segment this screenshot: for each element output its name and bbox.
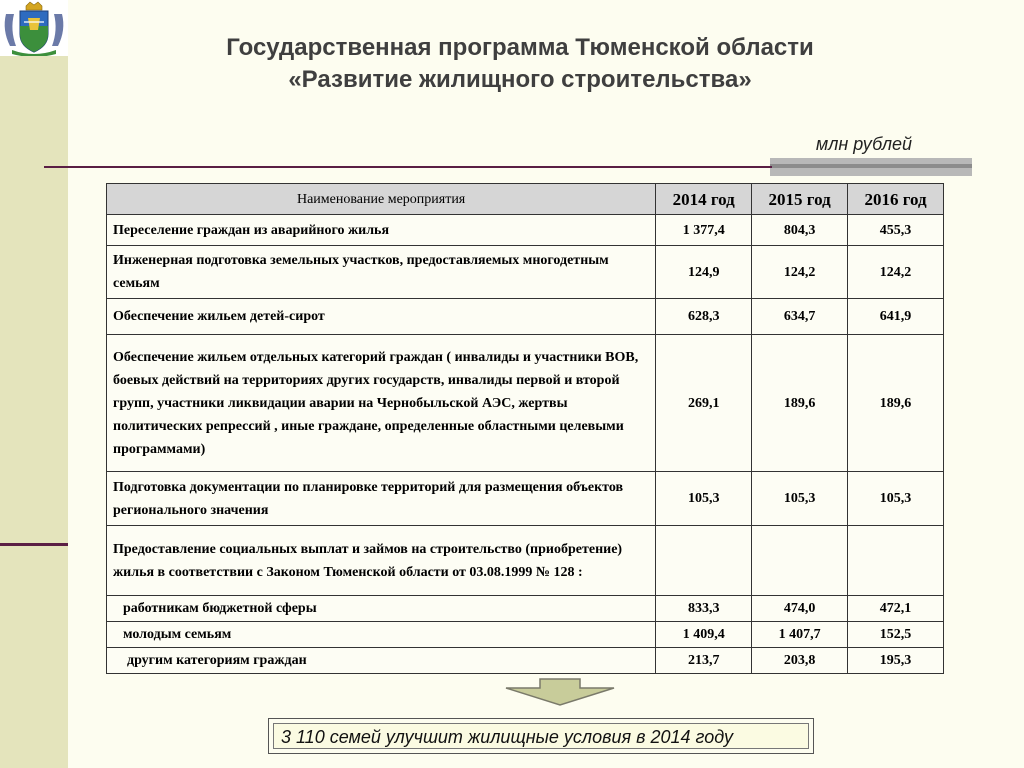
table-row xyxy=(107,622,944,648)
footer-callout xyxy=(268,718,814,754)
emblem xyxy=(0,0,68,56)
footer-text: 3 110 семей улучшит жилищные условия в 2014 году xyxy=(281,727,733,747)
value-2014: 124,9 xyxy=(656,246,752,299)
value-2015: 634,7 xyxy=(752,299,848,335)
row-name: Инженерная подготовка земельных участков, предоставляемых многодетным семьям xyxy=(107,246,656,299)
value-2016: 195,3 xyxy=(848,648,944,674)
left-decorative-band xyxy=(0,0,68,768)
down-arrow-icon xyxy=(504,678,616,706)
table-row xyxy=(107,246,944,299)
value-2015 xyxy=(752,526,848,596)
value-2014: 213,7 xyxy=(656,648,752,674)
value-2015: 474,0 xyxy=(752,596,848,622)
row-name: Обеспечение жильем отдельных категорий граждан ( инвалиды и участники ВОВ, боевых действий на территориях других государств, инвалиды первой и второй групп, участники ликвидации аварии на Чернобыльской АЭС, жертвы политических репрессий , иные граждане, определенные областными целевыми программами) xyxy=(107,335,656,472)
title-line-1: Государственная программа Тюменской области xyxy=(226,34,814,61)
header-year-2016: 2016 год xyxy=(848,184,944,215)
value-2014: 1 409,4 xyxy=(656,622,752,648)
value-2015: 189,6 xyxy=(752,335,848,472)
value-2014: 628,3 xyxy=(656,299,752,335)
row-name: Обеспечение жильем детей-сирот xyxy=(107,299,656,335)
funding-table xyxy=(106,183,944,674)
table-row xyxy=(107,526,944,596)
table-row xyxy=(107,648,944,674)
value-2015: 1 407,7 xyxy=(752,622,848,648)
tyumen-coat-of-arms-icon xyxy=(0,0,68,56)
value-2016 xyxy=(848,526,944,596)
table-row xyxy=(107,596,944,622)
row-name: молодым семьям xyxy=(107,622,656,648)
row-name: Подготовка документации по планировке территорий для размещения объектов регионального значения xyxy=(107,472,656,526)
value-2016: 105,3 xyxy=(848,472,944,526)
value-2016: 472,1 xyxy=(848,596,944,622)
title-line-2: «Развитие жилищного строительства» xyxy=(288,66,752,93)
row-name: Предоставление социальных выплат и займов на строительство (приобретение) жилья в соответствии с Законом Тюменской области от 03.08.1999 № 128 : xyxy=(107,526,656,596)
header-year-2015: 2015 год xyxy=(752,184,848,215)
value-2014: 269,1 xyxy=(656,335,752,472)
gray-rule-line xyxy=(770,164,972,168)
value-2014: 105,3 xyxy=(656,472,752,526)
title-divider-rule xyxy=(44,166,772,168)
row-name: другим категориям граждан xyxy=(107,648,656,674)
value-2016: 455,3 xyxy=(848,215,944,246)
table-row xyxy=(107,299,944,335)
left-band-divider xyxy=(0,543,68,546)
value-2015: 804,3 xyxy=(752,215,848,246)
value-2014 xyxy=(656,526,752,596)
value-2015: 105,3 xyxy=(752,472,848,526)
units-label: млн рублей xyxy=(815,134,912,154)
value-2016: 124,2 xyxy=(848,246,944,299)
value-2016: 641,9 xyxy=(848,299,944,335)
value-2015: 124,2 xyxy=(752,246,848,299)
value-2014: 833,3 xyxy=(656,596,752,622)
value-2016: 152,5 xyxy=(848,622,944,648)
row-name: работникам бюджетной сферы xyxy=(107,596,656,622)
page-title xyxy=(110,32,930,96)
header-year-2014: 2014 год xyxy=(656,184,752,215)
value-2015: 203,8 xyxy=(752,648,848,674)
value-2014: 1 377,4 xyxy=(656,215,752,246)
value-2016: 189,6 xyxy=(848,335,944,472)
row-name: Переселение граждан из аварийного жилья xyxy=(107,215,656,246)
table-row xyxy=(107,472,944,526)
table-header-row xyxy=(107,184,944,215)
table-row xyxy=(107,215,944,246)
table-row xyxy=(107,335,944,472)
header-name: Наименование мероприятия xyxy=(107,184,656,215)
